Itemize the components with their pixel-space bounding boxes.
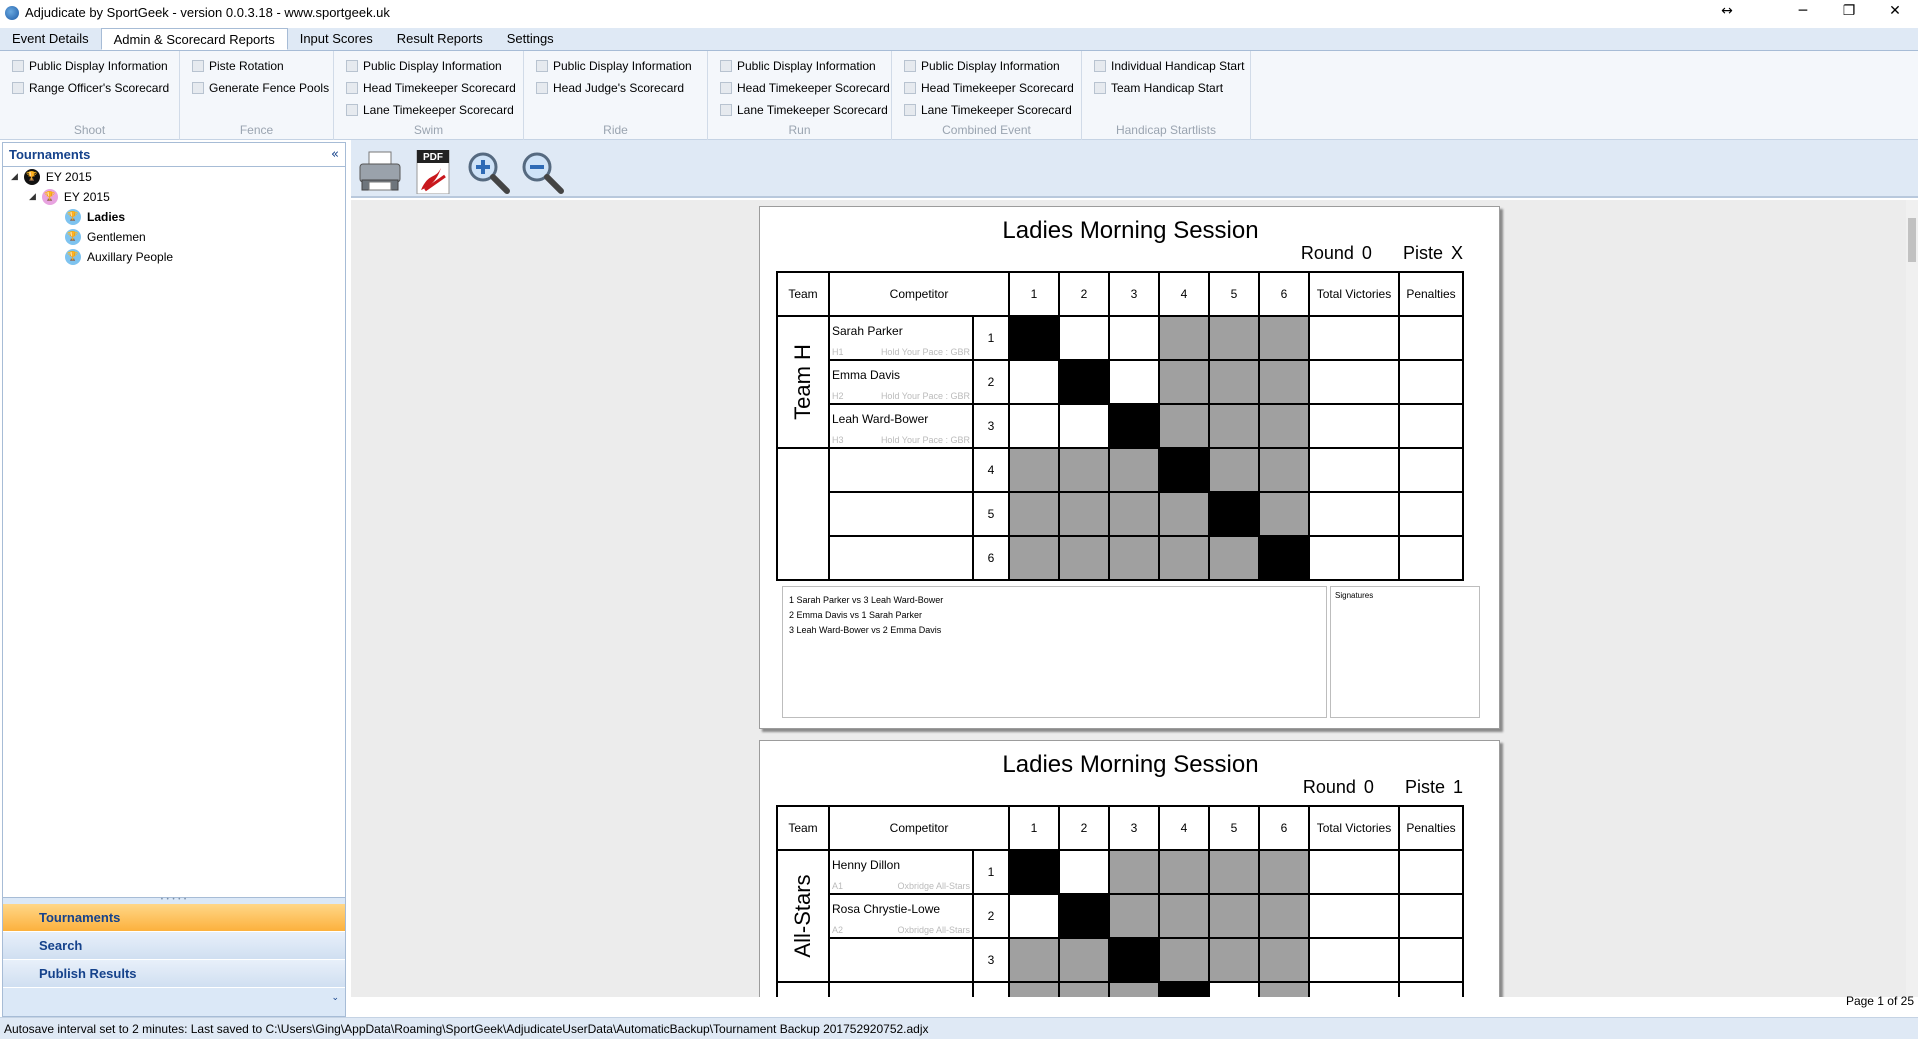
competitor-id: H2 [832, 391, 844, 401]
score-cell [1009, 404, 1059, 448]
score-cell [1159, 894, 1209, 938]
sheet-title: Ladies Morning Session [1002, 217, 1259, 244]
document-icon [720, 60, 732, 72]
bout-header: 5 [1209, 272, 1259, 316]
competitor-cell [829, 982, 973, 997]
score-cell [1259, 938, 1309, 982]
swim-head-timekeeper-button[interactable]: Head Timekeeper Scorecard [346, 77, 515, 99]
competitor-id: H3 [832, 435, 844, 445]
tree-node-gentlemen[interactable] [65, 228, 146, 246]
score-cell [1109, 404, 1159, 448]
penalties-cell [1399, 894, 1463, 938]
round-value: 0 [1363, 777, 1374, 797]
competitor-club: Oxbridge All-Stars [897, 925, 970, 935]
score-cell [1009, 448, 1059, 492]
penalties-cell [1399, 492, 1463, 536]
score-cell [1059, 982, 1109, 997]
position-number: 1 [973, 850, 1009, 894]
resize-icon[interactable]: ↔ [1721, 3, 1733, 19]
competitor-cell [829, 448, 973, 492]
document-icon [536, 82, 548, 94]
ribbon-group-swim [334, 51, 524, 140]
team-cell [777, 316, 829, 448]
swim-public-display-button[interactable]: Public Display Information [346, 55, 515, 77]
team-cell [777, 982, 829, 997]
score-cell [1109, 492, 1159, 536]
score-cell [1259, 360, 1309, 404]
group-icon: 🏆 [65, 209, 81, 225]
score-cell [1109, 448, 1159, 492]
head-judge-scorecard-button[interactable]: Head Judge's Scorecard [536, 77, 699, 99]
group-icon: 🏆 [65, 249, 81, 265]
victories-cell [1309, 982, 1399, 997]
bout-header: 1 [1009, 272, 1059, 316]
score-cell [1109, 938, 1159, 982]
page-indicator: Page 1 of 25 [1845, 994, 1914, 1008]
ribbon-group-handicap-startlists [1082, 51, 1251, 140]
round-label: Round [1300, 243, 1354, 263]
score-cell [1109, 360, 1159, 404]
score-cell [1059, 536, 1109, 580]
competitor-cell [829, 894, 973, 938]
document-icon [12, 60, 24, 72]
score-cell [1259, 316, 1309, 360]
expand-arrow-icon[interactable]: ◢ [11, 172, 18, 182]
bout-header: 2 [1059, 806, 1109, 850]
ribbon-group-label: Fence [239, 123, 274, 137]
competitor-cell [829, 316, 973, 360]
trophy-icon: 🏆 [24, 169, 40, 185]
ribbon [0, 51, 1918, 140]
run-public-display-button[interactable]: Public Display Information [720, 55, 883, 77]
document-icon [346, 60, 358, 72]
document-icon [536, 60, 548, 72]
sheet-title: Ladies Morning Session [1002, 751, 1259, 778]
competitor-club: Oxbridge All-Stars [897, 881, 970, 891]
run-lane-timekeeper-button[interactable]: Lane Timekeeper Scorecard [720, 99, 883, 121]
list-item: 3 Leah Ward-Bower vs 2 Emma Davis [789, 625, 942, 635]
document-icon [192, 82, 204, 94]
bout-header: 5 [1209, 806, 1259, 850]
competitor-id: H1 [832, 347, 844, 357]
score-cell [1259, 894, 1309, 938]
team-cell [777, 850, 829, 982]
score-cell [1109, 316, 1159, 360]
piste-value: X [1450, 243, 1463, 263]
score-cell [1109, 536, 1159, 580]
tab-admin-scorecard-reports[interactable]: Admin & Scorecard Reports [101, 28, 288, 50]
score-cell [1209, 492, 1259, 536]
ribbon-group-ride [524, 51, 708, 140]
ribbon-group-fence [180, 51, 334, 140]
score-cell [1009, 492, 1059, 536]
window-title: Adjudicate by SportGeek - version 0.0.3.18 - www.sportgeek.uk [25, 5, 390, 20]
score-cell [1209, 316, 1259, 360]
score-cell [1259, 492, 1309, 536]
document-icon [904, 82, 916, 94]
ribbon-group-label: Shoot [73, 123, 106, 137]
ribbon-group-shoot [0, 51, 180, 140]
ribbon-group-label: Swim [413, 123, 444, 137]
competitor-name: Leah Ward-Bower [832, 412, 929, 426]
score-cell [1109, 982, 1159, 997]
range-officer-scorecard-button[interactable]: Range Officer's Scorecard [12, 77, 171, 99]
penalties-cell [1399, 938, 1463, 982]
competitor-cell [829, 492, 973, 536]
report-toolbar [351, 140, 1918, 198]
bout-header: 2 [1059, 272, 1109, 316]
score-cell [1109, 894, 1159, 938]
score-cell [1209, 938, 1259, 982]
score-cell [1259, 850, 1309, 894]
competitor-name: Emma Davis [832, 368, 901, 382]
document-icon [904, 60, 916, 72]
position-number: 4 [973, 448, 1009, 492]
shoot-public-display-button[interactable]: Public Display Information [12, 55, 171, 77]
round-label: Round [1302, 777, 1356, 797]
minimize-button[interactable]: ─ [1798, 3, 1808, 19]
bout-header: 4 [1159, 272, 1209, 316]
penalties-cell [1399, 360, 1463, 404]
victories-cell [1309, 536, 1399, 580]
piste-rotation-button[interactable]: Piste Rotation [192, 55, 325, 77]
team-handicap-start-button[interactable]: Team Handicap Start [1094, 77, 1242, 99]
expand-arrow-icon[interactable]: ◢ [29, 192, 36, 202]
round-piste [1293, 243, 1463, 264]
ribbon-group-run [708, 51, 892, 140]
bout-order-list [782, 586, 1327, 718]
tab-input-scores[interactable]: Input Scores [299, 31, 373, 46]
document-icon [1094, 82, 1106, 94]
score-cell [1209, 448, 1259, 492]
table-row [777, 850, 1463, 894]
position-number: 1 [973, 316, 1009, 360]
pool-scoresheet [759, 740, 1500, 997]
score-cell [1059, 850, 1109, 894]
victories-cell [1309, 448, 1399, 492]
competitor-header: Competitor [829, 806, 1009, 850]
total-victories-header: Total Victories [1309, 806, 1399, 850]
nav-tournaments[interactable]: Tournaments [3, 904, 345, 932]
run-head-timekeeper-button[interactable]: Head Timekeeper Scorecard [720, 77, 883, 99]
score-cell [1159, 492, 1209, 536]
maximize-button[interactable]: ❐ [1842, 3, 1856, 19]
team-name: All-Stars [790, 874, 815, 958]
document-icon [12, 82, 24, 94]
score-cell [1159, 448, 1209, 492]
competitor-cell [829, 850, 973, 894]
competitor-cell [829, 360, 973, 404]
combined-lane-timekeeper-button[interactable]: Lane Timekeeper Scorecard [904, 99, 1073, 121]
navigation-pane [2, 897, 346, 1017]
score-cell [1159, 404, 1209, 448]
score-cell [1059, 492, 1109, 536]
score-cell [1209, 404, 1259, 448]
signatures-box [1330, 586, 1480, 718]
score-cell [1159, 938, 1209, 982]
tree-node-tournament[interactable] [11, 168, 92, 186]
score-cell [1059, 360, 1109, 404]
table-row [777, 492, 1463, 536]
collapse-panel-icon[interactable]: « [331, 147, 339, 162]
title-bar [0, 0, 1918, 25]
penalties-cell [1399, 850, 1463, 894]
score-cell [1059, 938, 1109, 982]
ribbon-group-combined-event [892, 51, 1082, 140]
position-number: 2 [973, 894, 1009, 938]
penalties-header: Penalties [1399, 272, 1463, 316]
position-number: 2 [973, 360, 1009, 404]
status-bar: Autosave interval set to 2 minutes: Last saved to C:\Users\Ging\AppData\Roaming\SportGeek\AdjudicateUserData\AutomaticBackup\Tournament Backup 201752920752.adjx [0, 1017, 1918, 1039]
competitor-cell [829, 536, 973, 580]
panel-header [3, 143, 345, 167]
tree-node-ladies[interactable] [65, 208, 125, 226]
list-item: 1 Sarah Parker vs 3 Leah Ward-Bower [789, 595, 944, 605]
splitter-grip[interactable]: • • • • • [160, 897, 188, 903]
score-cell [1009, 982, 1059, 997]
pdf-icon-label: PDF [423, 152, 443, 163]
score-cell [1009, 850, 1059, 894]
ribbon-group-label: Combined Event [942, 123, 1031, 137]
table-row [777, 894, 1463, 938]
score-cell [1009, 938, 1059, 982]
competitor-id: A1 [832, 881, 844, 891]
bout-header: 1 [1009, 806, 1059, 850]
score-cell [1009, 360, 1059, 404]
document-icon [346, 82, 358, 94]
competitor-id: A2 [832, 925, 844, 935]
score-cell [1159, 850, 1209, 894]
table-row [777, 316, 1463, 360]
tab-result-reports[interactable]: Result Reports [396, 31, 483, 46]
score-cell [1059, 404, 1109, 448]
pdf-icon[interactable] [411, 150, 459, 194]
table-row [777, 982, 1463, 997]
window-controls [1704, 0, 1918, 25]
penalties-header: Penalties [1399, 806, 1463, 850]
document-icon [904, 104, 916, 116]
penalties-cell [1399, 536, 1463, 580]
ride-public-display-button[interactable]: Public Display Information [536, 55, 699, 77]
victories-cell [1309, 492, 1399, 536]
event-icon: 🏆 [42, 189, 58, 205]
combined-public-display-button[interactable]: Public Display Information [904, 55, 1073, 77]
position-number: 3 [973, 404, 1009, 448]
pool-grid [776, 271, 1464, 581]
score-cell [1259, 982, 1309, 997]
score-cell [1259, 536, 1309, 580]
list-item: 2 Emma Davis vs 1 Sarah Parker [789, 610, 923, 620]
tree-node-label: Ladies [87, 210, 126, 224]
score-cell [1009, 316, 1059, 360]
nav-options-chevron-icon[interactable]: ⌄ [331, 992, 339, 1002]
competitor-cell [829, 938, 973, 982]
victories-cell [1309, 894, 1399, 938]
tree-node-label: Auxillary People [87, 250, 174, 264]
score-cell [1209, 894, 1259, 938]
document-icon [1094, 60, 1106, 72]
team-name: Team H [790, 344, 815, 420]
score-cell [1009, 536, 1059, 580]
victories-cell [1309, 850, 1399, 894]
tree-node-auxillary-people[interactable] [65, 248, 173, 266]
victories-cell [1309, 316, 1399, 360]
competitor-club: Hold Your Pace : GBR [880, 391, 970, 401]
app-logo-icon [5, 6, 19, 20]
victories-cell [1309, 360, 1399, 404]
swim-lane-timekeeper-button[interactable]: Lane Timekeeper Scorecard [346, 99, 515, 121]
document-icon [720, 104, 732, 116]
zoom-out-icon[interactable] [519, 150, 567, 194]
tab-event-details[interactable]: Event Details [12, 31, 89, 46]
close-button[interactable]: ✕ [1889, 3, 1901, 19]
competitor-header: Competitor [829, 272, 1009, 316]
bout-header: 3 [1109, 806, 1159, 850]
pool-scoresheet [759, 206, 1500, 729]
table-row [777, 448, 1463, 492]
score-cell [1209, 850, 1259, 894]
team-header: Team [777, 806, 829, 850]
score-cell [1009, 894, 1059, 938]
combined-head-timekeeper-button[interactable]: Head Timekeeper Scorecard [904, 77, 1073, 99]
group-icon: 🏆 [65, 229, 81, 245]
bout-header: 3 [1109, 272, 1159, 316]
penalties-cell [1399, 448, 1463, 492]
score-cell [1159, 316, 1209, 360]
score-cell [1259, 448, 1309, 492]
ribbon-tabs [0, 28, 1918, 51]
total-victories-header: Total Victories [1309, 272, 1399, 316]
score-cell [1259, 404, 1309, 448]
competitor-name: Henny Dillon [832, 858, 901, 872]
ribbon-group-label: Ride [603, 123, 628, 137]
bout-header: 6 [1259, 806, 1309, 850]
table-row [777, 536, 1463, 580]
team-cell [777, 448, 829, 580]
penalties-cell [1399, 316, 1463, 360]
competitor-cell [829, 404, 973, 448]
position-number: 3 [973, 938, 1009, 982]
victories-cell [1309, 938, 1399, 982]
tournaments-panel [2, 142, 346, 900]
score-cell [1059, 316, 1109, 360]
score-cell [1109, 850, 1159, 894]
vertical-scrollbar[interactable] [1906, 200, 1918, 997]
score-cell [1209, 360, 1259, 404]
score-cell [1159, 982, 1209, 997]
table-row [777, 404, 1463, 448]
piste-value: 1 [1452, 777, 1463, 797]
bout-header: 6 [1259, 272, 1309, 316]
round-value: 0 [1361, 243, 1372, 263]
score-cell [1159, 360, 1209, 404]
competitor-name: Rosa Chrystie-Lowe [832, 902, 941, 916]
score-cell [1159, 536, 1209, 580]
piste-label: Piste [1402, 243, 1443, 263]
score-cell [1209, 982, 1259, 997]
tab-settings[interactable]: Settings [506, 31, 554, 46]
tree-node-label: EY 2015 [63, 190, 110, 204]
victories-cell [1309, 404, 1399, 448]
panel-title: Tournaments [9, 147, 91, 162]
nav-publish-results[interactable]: Publish Results [3, 960, 345, 988]
score-cell [1209, 536, 1259, 580]
ribbon-group-label: Handicap Startlists [1115, 123, 1217, 137]
ribbon-group-label: Run [788, 123, 811, 137]
tree-node-label: Gentlemen [87, 230, 146, 244]
document-icon [346, 104, 358, 116]
position-number [973, 982, 1009, 997]
scrollbar-thumb[interactable] [1908, 218, 1916, 262]
position-number: 5 [973, 492, 1009, 536]
position-number: 6 [973, 536, 1009, 580]
score-cell [1059, 894, 1109, 938]
print-icon[interactable] [357, 150, 405, 194]
header-row [777, 806, 1463, 850]
table-row [777, 360, 1463, 404]
piste-label: Piste [1404, 777, 1445, 797]
tree-node-event[interactable] [29, 188, 110, 206]
bout-header: 4 [1159, 806, 1209, 850]
pool-grid [776, 805, 1464, 997]
individual-handicap-start-button[interactable]: Individual Handicap Start [1094, 55, 1242, 77]
round-piste [1295, 777, 1463, 798]
competitor-name: Sarah Parker [832, 324, 903, 338]
document-icon [720, 82, 732, 94]
tree-node-label: EY 2015 [45, 170, 92, 184]
zoom-in-icon[interactable] [465, 150, 513, 194]
penalties-cell [1399, 982, 1463, 997]
penalties-cell [1399, 404, 1463, 448]
table-row [777, 938, 1463, 982]
score-cell [1059, 448, 1109, 492]
nav-search[interactable]: Search [3, 932, 345, 960]
competitor-club: Hold Your Pace : GBR [880, 435, 970, 445]
report-viewer[interactable] [351, 200, 1906, 997]
signatures-label: Signatures [1335, 591, 1374, 600]
generate-fence-pools-button[interactable]: Generate Fence Pools [192, 77, 325, 99]
competitor-club: Hold Your Pace : GBR [880, 347, 970, 357]
team-header: Team [777, 272, 829, 316]
header-row [777, 272, 1463, 316]
document-icon [192, 60, 204, 72]
